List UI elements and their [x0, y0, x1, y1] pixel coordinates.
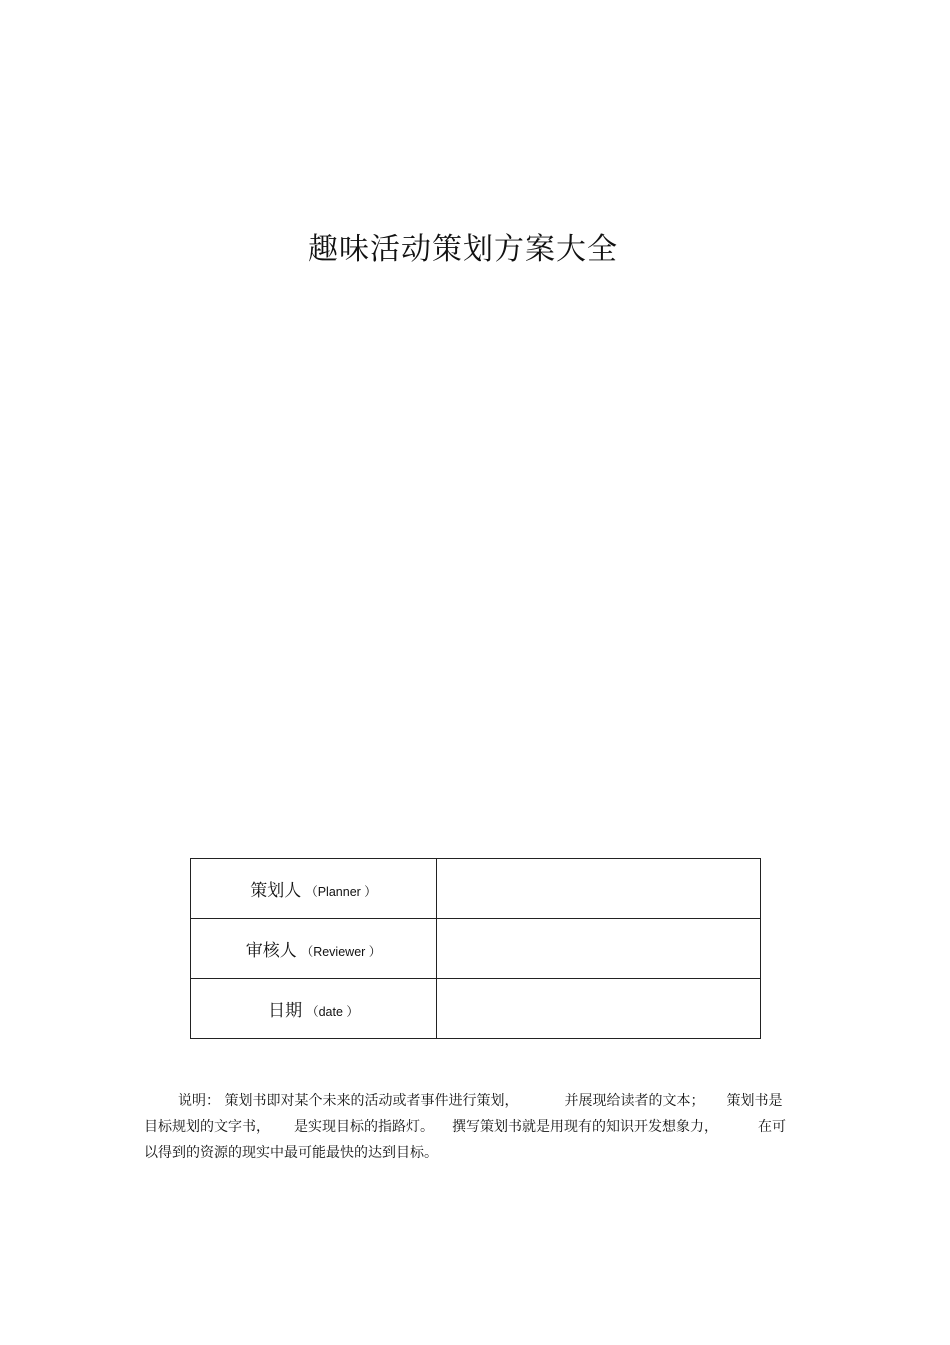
date-label: 日期: [268, 1001, 303, 1021]
planner-value-cell: [437, 859, 761, 919]
reviewer-label-cell: [191, 919, 437, 979]
note-line-2-part-b: 是实现目标的指路灯。: [294, 1119, 434, 1135]
reviewer-value-cell: [437, 919, 761, 979]
reviewer-label-en: （Reviewer ）: [300, 945, 382, 959]
planner-label-cell: [191, 859, 437, 919]
note-line-1-part-c: 策划书是: [726, 1093, 783, 1109]
date-value-cell: [437, 979, 761, 1039]
planner-label-en: （Planner ）: [305, 885, 377, 899]
reviewer-label: 审核人: [245, 941, 297, 961]
note-line-1-part-a: 说明： 策划书即对某个未来的活动或者事件进行策划，: [178, 1093, 519, 1109]
note-line-2-part-d: 在可: [758, 1119, 786, 1135]
date-label-cell: [191, 979, 437, 1039]
note-line-1-part-b: 并展现给读者的文本；: [564, 1093, 705, 1109]
table-row-date: [191, 979, 761, 1039]
note-line-2-part-a: 目标规划的文字书，: [144, 1119, 270, 1135]
note-line-1: [144, 1088, 804, 1114]
table-row-planner: [191, 859, 761, 919]
planner-label: 策划人: [250, 881, 302, 901]
explanation-note: [144, 1088, 804, 1166]
note-line-2-part-c: 撰写策划书就是用现有的知识开发想象力，: [452, 1119, 718, 1135]
info-table: [190, 858, 761, 1039]
table-row-reviewer: [191, 919, 761, 979]
note-line-3: 以得到的资源的现实中最可能最快的达到目标。: [144, 1145, 438, 1161]
document-title: 趣味活动策划方案大全: [308, 232, 618, 267]
note-line-2: [144, 1114, 804, 1140]
date-label-en: （date ）: [306, 1005, 359, 1019]
